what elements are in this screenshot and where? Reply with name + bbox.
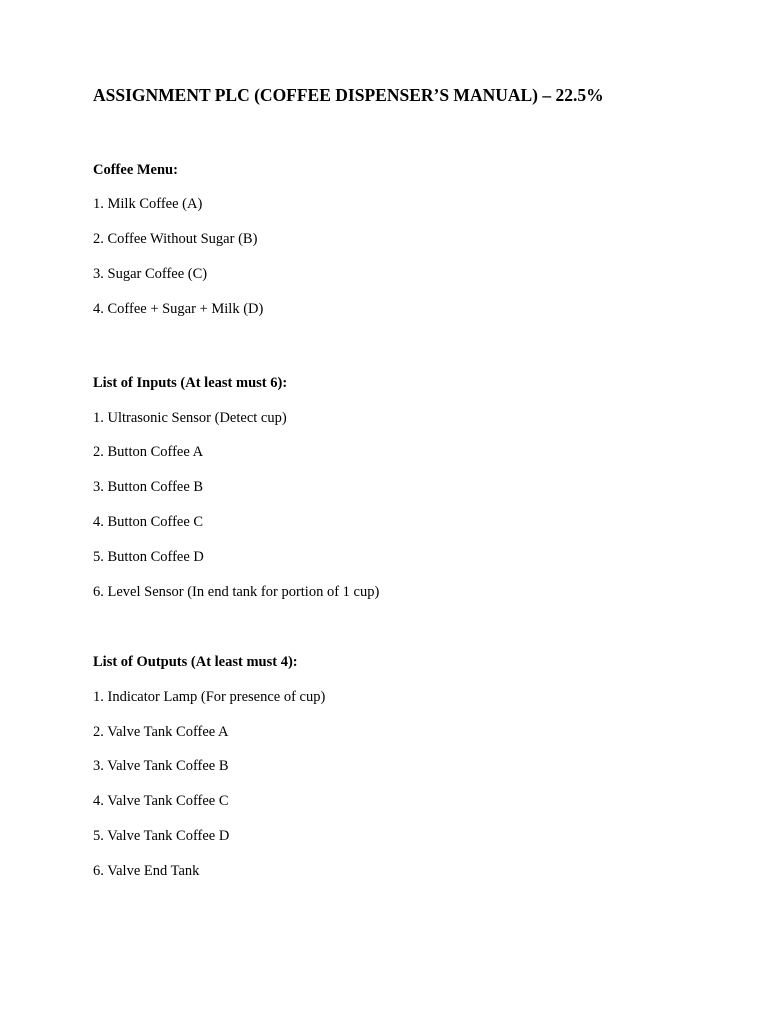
inputs-heading: List of Inputs (At least must 6): [93,375,288,391]
coffee-menu-item: 1. Milk Coffee (A) [93,196,203,212]
document-title: ASSIGNMENT PLC (COFFEE DISPENSER’S MANUAL) – 22.5% [93,85,604,105]
input-item: 1. Ultrasonic Sensor (Detect cup) [93,410,287,426]
coffee-menu-heading: Coffee Menu: [93,162,178,178]
input-item: 2. Button Coffee A [93,444,204,460]
output-item: 3. Valve Tank Coffee B [93,758,229,774]
output-item: 4. Valve Tank Coffee C [93,793,229,809]
output-item: 1. Indicator Lamp (For presence of cup) [93,689,326,705]
output-item: 2. Valve Tank Coffee A [93,724,229,740]
output-item: 6. Valve End Tank [93,863,200,879]
input-item: 3. Button Coffee B [93,479,204,495]
outputs-heading: List of Outputs (At least must 4): [93,654,298,670]
coffee-menu-item: 2. Coffee Without Sugar (B) [93,231,258,247]
coffee-menu-item: 3. Sugar Coffee (C) [93,266,208,282]
input-item: 4. Button Coffee C [93,514,204,530]
input-item: 5. Button Coffee D [93,549,204,565]
output-item: 5. Valve Tank Coffee D [93,828,230,844]
coffee-menu-item: 4. Coffee + Sugar + Milk (D) [93,301,264,317]
input-item: 6. Level Sensor (In end tank for portion of 1 cup) [93,584,380,600]
